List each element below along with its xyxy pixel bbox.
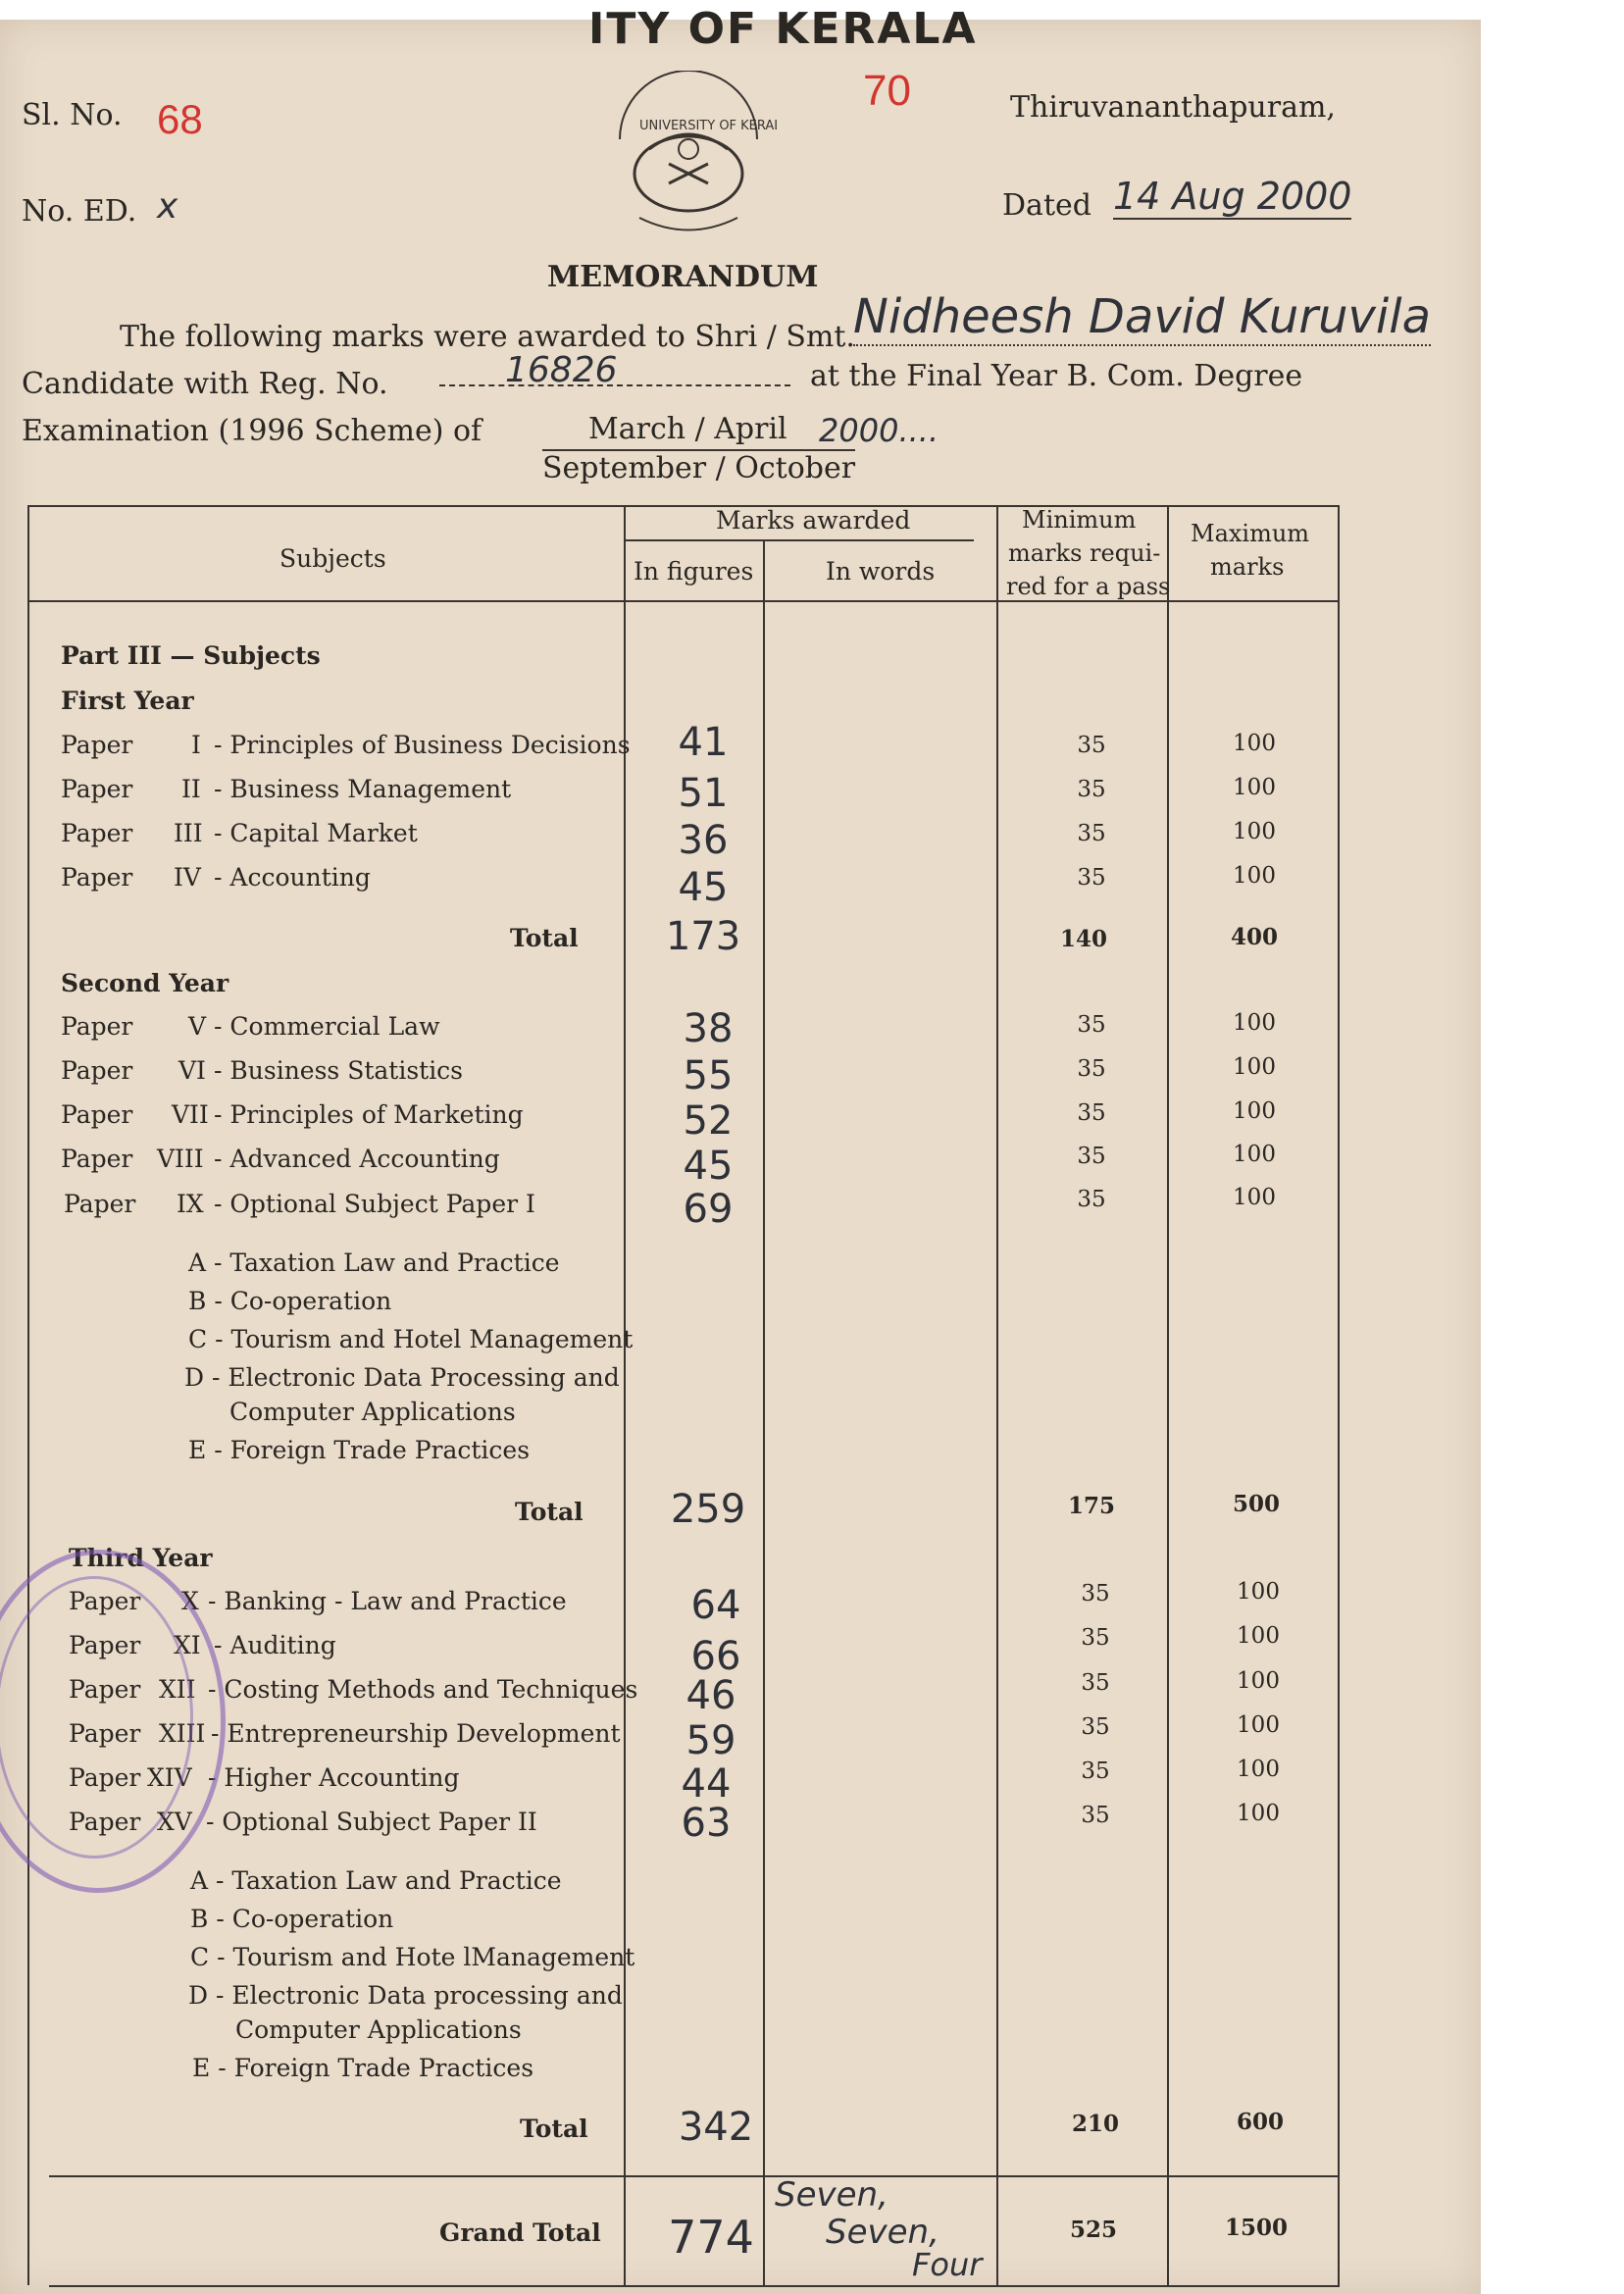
sl-no-value: 68 bbox=[157, 96, 203, 142]
paper-label: Paper bbox=[69, 1631, 141, 1659]
paper-number: XII bbox=[159, 1675, 196, 1704]
session-march-april: March / April bbox=[588, 412, 787, 446]
option-item: Computer Applications bbox=[235, 2015, 522, 2044]
paper-label: Paper bbox=[69, 1587, 141, 1615]
min-marks: 35 bbox=[1081, 1670, 1110, 1696]
paper-label: Paper bbox=[69, 1763, 141, 1792]
header-bottom-line bbox=[27, 600, 1340, 602]
ref-label: No. ED. bbox=[22, 194, 137, 229]
option-item: D - Electronic Data Processing and bbox=[184, 1363, 620, 1392]
paper-label: Paper bbox=[64, 1190, 136, 1218]
paper-number: XV bbox=[157, 1808, 192, 1836]
marks-figures: 46 bbox=[685, 1673, 736, 1718]
min-marks: 35 bbox=[1077, 777, 1106, 802]
grand-total-words-3: Four bbox=[912, 2246, 983, 2283]
paper-number: IX bbox=[177, 1190, 204, 1218]
option-item: A - Taxation Law and Practice bbox=[190, 1866, 562, 1895]
paper-number: XIV bbox=[147, 1763, 192, 1792]
paper-name: - Accounting bbox=[214, 863, 371, 892]
total-figures: 259 bbox=[670, 1487, 746, 1532]
min-total: 140 bbox=[1059, 926, 1107, 952]
grand-max-total: 1500 bbox=[1224, 2215, 1288, 2241]
paper-name: - Commercial Law bbox=[214, 1012, 440, 1041]
header-subjects: Subjects bbox=[279, 544, 386, 573]
min-total: 210 bbox=[1071, 2111, 1119, 2137]
min-marks: 35 bbox=[1077, 1187, 1106, 1212]
paper-name: - Optional Subject Paper I bbox=[214, 1190, 535, 1218]
marks-figures: 52 bbox=[683, 1098, 734, 1144]
min-marks: 35 bbox=[1077, 865, 1106, 891]
paper-name: - Entrepreneurship Development bbox=[211, 1719, 621, 1748]
max-marks: 100 bbox=[1237, 1801, 1280, 1826]
marks-figures: 45 bbox=[678, 865, 729, 910]
reg-no-value: 16826 bbox=[505, 350, 618, 390]
option-item: E - Foreign Trade Practices bbox=[192, 2054, 534, 2082]
paper-number: XI bbox=[174, 1631, 201, 1659]
max-marks: 100 bbox=[1233, 1010, 1276, 1036]
max-marks: 100 bbox=[1233, 819, 1276, 844]
paper-name: - Costing Methods and Techniques bbox=[208, 1675, 638, 1704]
university-seal-logo bbox=[600, 71, 777, 247]
option-item: B - Co-operation bbox=[188, 1287, 392, 1315]
paper-name: - Principles of Marketing bbox=[214, 1100, 524, 1129]
max-total: 500 bbox=[1232, 1491, 1280, 1517]
option-item: B - Co-operation bbox=[190, 1905, 394, 1933]
col-min-right-line bbox=[1167, 505, 1169, 2285]
body-line-2a: Candidate with Reg. No. bbox=[22, 367, 388, 401]
total-label: Total bbox=[520, 2115, 588, 2143]
third-year-heading: Third Year bbox=[69, 1544, 213, 1572]
paper-name: - Advanced Accounting bbox=[214, 1145, 500, 1173]
max-marks: 100 bbox=[1237, 1668, 1280, 1694]
first-year-heading: First Year bbox=[61, 687, 194, 715]
marks-awarded-sub-line bbox=[626, 539, 974, 541]
table-right-line bbox=[1338, 505, 1340, 2285]
paper-name: - Banking - Law and Practice bbox=[208, 1587, 567, 1615]
min-total: 175 bbox=[1067, 1493, 1115, 1519]
paper-name: - Business Management bbox=[214, 775, 512, 803]
marks-figures: 66 bbox=[690, 1634, 741, 1679]
option-item: C - Tourism and Hotel Management bbox=[188, 1325, 634, 1353]
memorandum-title: MEMORANDUM bbox=[547, 260, 819, 294]
max-marks: 100 bbox=[1237, 1579, 1280, 1605]
min-marks: 35 bbox=[1077, 1144, 1106, 1169]
grand-total-words-1: Seven, bbox=[775, 2175, 888, 2215]
max-marks: 100 bbox=[1237, 1623, 1280, 1649]
candidate-name: Nidheesh David Kuruvila bbox=[853, 289, 1431, 344]
paper-label: Paper bbox=[69, 1808, 141, 1836]
paper-number: V bbox=[188, 1012, 207, 1041]
min-marks: 35 bbox=[1081, 1581, 1110, 1606]
exam-year: 2000.... bbox=[819, 412, 939, 449]
total-figures: 173 bbox=[665, 914, 741, 959]
paper-name: - Higher Accounting bbox=[208, 1763, 460, 1792]
session-sep-oct: September / October bbox=[542, 451, 856, 485]
min-marks: 35 bbox=[1081, 1759, 1110, 1784]
option-item: A - Taxation Law and Practice bbox=[188, 1249, 560, 1277]
dated-label: Dated bbox=[1002, 188, 1091, 223]
ref-value: x bbox=[157, 186, 178, 227]
min-marks: 35 bbox=[1081, 1714, 1110, 1740]
max-total: 600 bbox=[1236, 2109, 1284, 2135]
option-item: D - Electronic Data processing and bbox=[188, 1981, 623, 2010]
max-marks: 100 bbox=[1233, 1054, 1276, 1080]
body-line-2b: at the Final Year B. Com. Degree bbox=[810, 359, 1303, 393]
header-in-figures: In figures bbox=[634, 557, 754, 586]
grand-total-words-2: Seven, bbox=[826, 2213, 939, 2252]
paper-label: Paper bbox=[69, 1719, 141, 1748]
paper-number: II bbox=[181, 775, 201, 803]
max-marks: 100 bbox=[1233, 1142, 1276, 1167]
min-marks: 35 bbox=[1077, 733, 1106, 758]
paper-number: X bbox=[181, 1587, 199, 1615]
max-marks: 100 bbox=[1237, 1757, 1280, 1782]
marks-figures: 41 bbox=[678, 720, 729, 765]
header-minimum-3: red for a pass bbox=[1006, 573, 1171, 600]
university-name: ITY OF KERALA bbox=[588, 4, 978, 54]
paper-label: Paper bbox=[61, 863, 133, 892]
total-figures: 342 bbox=[678, 2105, 754, 2150]
min-marks: 35 bbox=[1077, 1056, 1106, 1082]
max-total: 400 bbox=[1230, 924, 1278, 950]
paper-label: Paper bbox=[61, 775, 133, 803]
header-marks-awarded: Marks awarded bbox=[716, 506, 911, 535]
paper-label: Paper bbox=[61, 731, 133, 759]
max-marks: 100 bbox=[1237, 1712, 1280, 1738]
paper-label: Paper bbox=[61, 819, 133, 847]
grand-min-total: 525 bbox=[1069, 2217, 1117, 2243]
grand-total-top-line bbox=[49, 2175, 1340, 2177]
header-minimum-1: Minimum bbox=[1022, 506, 1137, 534]
marks-figures: 63 bbox=[681, 1801, 732, 1846]
option-item: E - Foreign Trade Practices bbox=[188, 1436, 531, 1464]
grand-total-label: Grand Total bbox=[439, 2218, 601, 2247]
min-marks: 35 bbox=[1077, 1012, 1106, 1038]
marks-figures: 64 bbox=[690, 1583, 741, 1628]
paper-name: - Principles of Business Decisions bbox=[214, 731, 631, 759]
option-item: C - Tourism and Hote lManagement bbox=[190, 1943, 635, 1971]
marks-figures: 55 bbox=[683, 1053, 734, 1098]
date-value: 14 Aug 2000 bbox=[1113, 175, 1352, 218]
marks-figures: 36 bbox=[678, 818, 729, 863]
max-marks: 100 bbox=[1233, 731, 1276, 756]
max-marks: 100 bbox=[1233, 1185, 1276, 1210]
table-left-line bbox=[27, 505, 29, 2285]
body-line-3: Examination (1996 Scheme) of bbox=[22, 414, 482, 448]
part-heading: Part III — Subjects bbox=[61, 641, 321, 670]
table-top-line bbox=[27, 505, 1340, 507]
paper-number: VII bbox=[172, 1100, 209, 1129]
max-marks: 100 bbox=[1233, 863, 1276, 889]
min-marks: 35 bbox=[1081, 1803, 1110, 1828]
paper-label: Paper bbox=[69, 1675, 141, 1704]
header-maximum-2: marks bbox=[1210, 553, 1285, 581]
total-label: Total bbox=[515, 1498, 584, 1526]
header-minimum-2: marks requi- bbox=[1008, 539, 1161, 567]
marks-figures: 45 bbox=[683, 1144, 734, 1189]
paper-label: Paper bbox=[61, 1056, 133, 1085]
marks-figures: 51 bbox=[678, 771, 729, 816]
place-text: Thiruvananthapuram, bbox=[1010, 90, 1336, 125]
paper-number: IV bbox=[174, 863, 201, 892]
table-bottom-line bbox=[49, 2285, 1340, 2287]
min-marks: 35 bbox=[1081, 1625, 1110, 1651]
max-marks: 100 bbox=[1233, 775, 1276, 800]
paper-name: - Capital Market bbox=[214, 819, 418, 847]
paper-name: - Optional Subject Paper II bbox=[206, 1808, 537, 1836]
paper-number: III bbox=[174, 819, 203, 847]
paper-number: VIII bbox=[157, 1145, 204, 1173]
marks-figures: 69 bbox=[683, 1187, 734, 1232]
red-number: 70 bbox=[863, 67, 911, 115]
grand-total-figures: 774 bbox=[668, 2211, 754, 2264]
header-in-words: In words bbox=[826, 557, 936, 586]
paper-name: - Business Statistics bbox=[214, 1056, 464, 1085]
header-maximum-1: Maximum bbox=[1191, 520, 1310, 547]
marks-figures: 38 bbox=[683, 1006, 734, 1051]
max-marks: 100 bbox=[1233, 1098, 1276, 1124]
marks-figures: 59 bbox=[685, 1718, 736, 1763]
paper-number: I bbox=[191, 731, 201, 759]
option-item: Computer Applications bbox=[229, 1398, 516, 1426]
min-marks: 35 bbox=[1077, 1100, 1106, 1126]
col-subjects-right-line bbox=[624, 505, 626, 2285]
paper-label: Paper bbox=[61, 1100, 133, 1129]
total-label: Total bbox=[510, 924, 579, 952]
sl-no-label: Sl. No. bbox=[22, 98, 123, 132]
body-line-1: The following marks were awarded to Shri / Smt. bbox=[120, 320, 855, 354]
paper-label: Paper bbox=[61, 1012, 133, 1041]
min-marks: 35 bbox=[1077, 821, 1106, 846]
paper-number: XIII bbox=[159, 1719, 206, 1748]
paper-name: - Auditing bbox=[214, 1631, 336, 1659]
paper-label: Paper bbox=[61, 1145, 133, 1173]
col-words-right-line bbox=[996, 505, 998, 2285]
marks-figures: 44 bbox=[681, 1761, 732, 1807]
svg-text:UNIVERSITY OF KERALA: UNIVERSITY OF KERALA bbox=[639, 119, 777, 133]
paper-number: VI bbox=[178, 1056, 206, 1085]
second-year-heading: Second Year bbox=[61, 969, 229, 997]
